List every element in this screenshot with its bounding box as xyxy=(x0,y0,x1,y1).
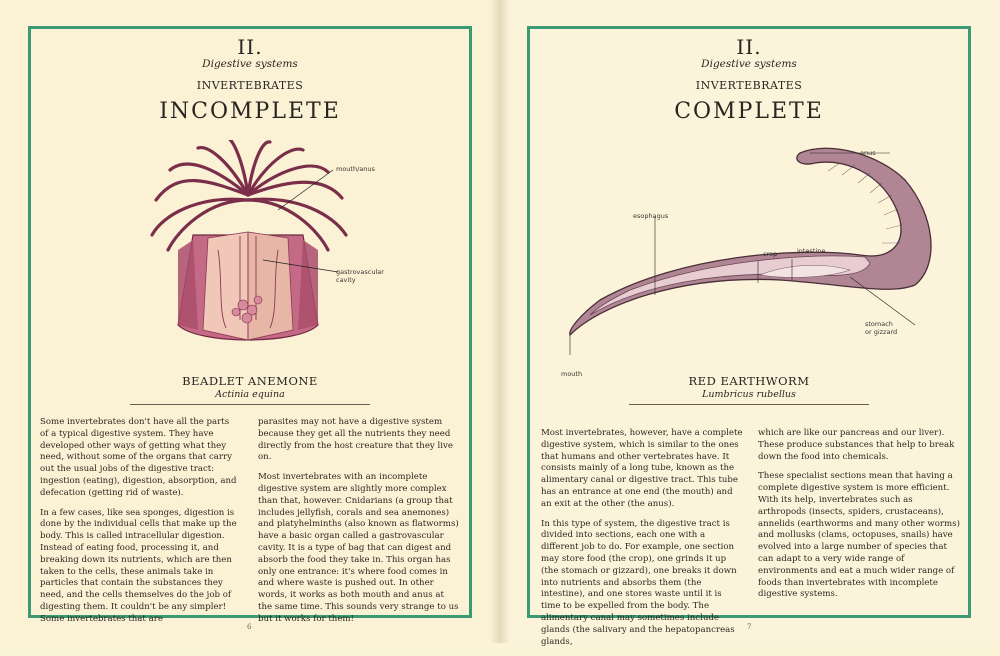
caption-rule xyxy=(130,404,370,405)
section-group: INVERTEBRATES xyxy=(196,79,304,92)
chapter-number: II. xyxy=(237,35,263,59)
label-mouth: mouth xyxy=(561,370,583,378)
right-column-1: Most invertebrates, however, have a complete digestive system, which is similar to the ones that humans and other vertebrates have. It consists mainly of a long tube, known as the alimentary canal or digestive tract. This tube has an entrance at one end (the mouth) and an exit at the other (the anus). In this type of system, the digestive tract is divided into sections, each one with a different job to do. For example, one section may store food (the crop), one grinds it up (the stomach or gizzard), one breaks it down into nutrients and absorbs them (the intestine), and one stores waste until it is time to be expelled from the body. The alimentary canal may sometimes include glands (the salivary and the hepatopancreas glands, xyxy=(541,428,743,647)
page-number: 7 xyxy=(747,623,752,631)
page-number: 6 xyxy=(247,623,252,631)
left-page-header xyxy=(28,36,472,125)
label-intestine: intestine xyxy=(797,247,826,255)
label-anus: anus xyxy=(860,149,876,157)
red-earthworm-illustration xyxy=(560,135,960,355)
page-title: INCOMPLETE xyxy=(159,99,341,124)
label-esophagus: esophagus xyxy=(633,212,669,220)
caption-latin-name: Lumbricus rubellus xyxy=(702,389,796,400)
label-crop: crop xyxy=(763,250,778,258)
page-title: COMPLETE xyxy=(674,99,824,124)
left-column-2: parasites may not have a digestive system because they get all the nutrients they need directly from the host creature that they live on. Most invertebrates with an incomplete digestive system are slightly more complex than that, however. Cnidarians (a group that includes jellyfish, corals and sea anemones) and platyhelminths (also known as flatworms) have a basic organ called a gastrovascular cavity. It is a type of bag that can digest and absorb the food they take in. This organ has only one entrance: it's where food comes in and where waste is pushed out. In other words, it works as both mouth and anus at the same time. This sounds very strange to us but it works for them! xyxy=(258,417,459,624)
left-caption xyxy=(100,374,400,400)
chapter-subtitle: Digestive systems xyxy=(202,58,298,70)
label-gastrovascular-cavity: gastrovascular cavity xyxy=(336,268,384,284)
right-page xyxy=(500,0,1000,647)
right-caption xyxy=(599,374,899,400)
caption-common-name: BEADLET ANEMONE xyxy=(182,374,318,388)
book-gutter xyxy=(490,0,510,643)
label-stomach-gizzard: stomach or gizzard xyxy=(865,320,898,336)
right-column-2: which are like our pancreas and our liver). These produce substances that help to break down the food into chemicals. These specialist sections mean that having a complete digestive system is more efficient. With its help, invertebrates such as arthropods (insects, spiders, crustaceans), annelids (earthworms and many other worms) and mollusks (clams, octopuses, snails) have evolved into a large number of species that can adapt to a very wide range of environments and eat a much wider range of foods than invertebrates with incomplete digestive systems. xyxy=(758,428,960,600)
caption-latin-name: Actinia equina xyxy=(215,389,285,400)
caption-rule xyxy=(629,404,869,405)
right-page-header xyxy=(527,36,971,125)
left-column-1: Some invertebrates don't have all the parts of a typical digestive system. They have developed other ways of getting what they need, without some of the organs that carry out the usual jobs of the digestive tract: ingestion (eating), digestion, absorption, and defecation (getting rid of waste). In a few cases, like sea sponges, digestion is done by the individual cells that make up the body. This is called intracellular digestion. Instead of eating food, processing it, and breaking down its nutrients, which are then taken to the cells, these animals take in particles that contain the substances they need, and the cells themselves do the job of digesting them. It couldn't be any simpler! Some invertebrates that are xyxy=(40,417,237,624)
section-group: INVERTEBRATES xyxy=(695,79,803,92)
chapter-subtitle: Digestive systems xyxy=(701,58,797,70)
beadlet-anemone-illustration xyxy=(148,140,348,370)
chapter-number: II. xyxy=(736,35,762,59)
left-page xyxy=(0,0,500,643)
label-mouth-anus: mouth/anus xyxy=(336,165,375,173)
caption-common-name: RED EARTHWORM xyxy=(688,374,810,388)
